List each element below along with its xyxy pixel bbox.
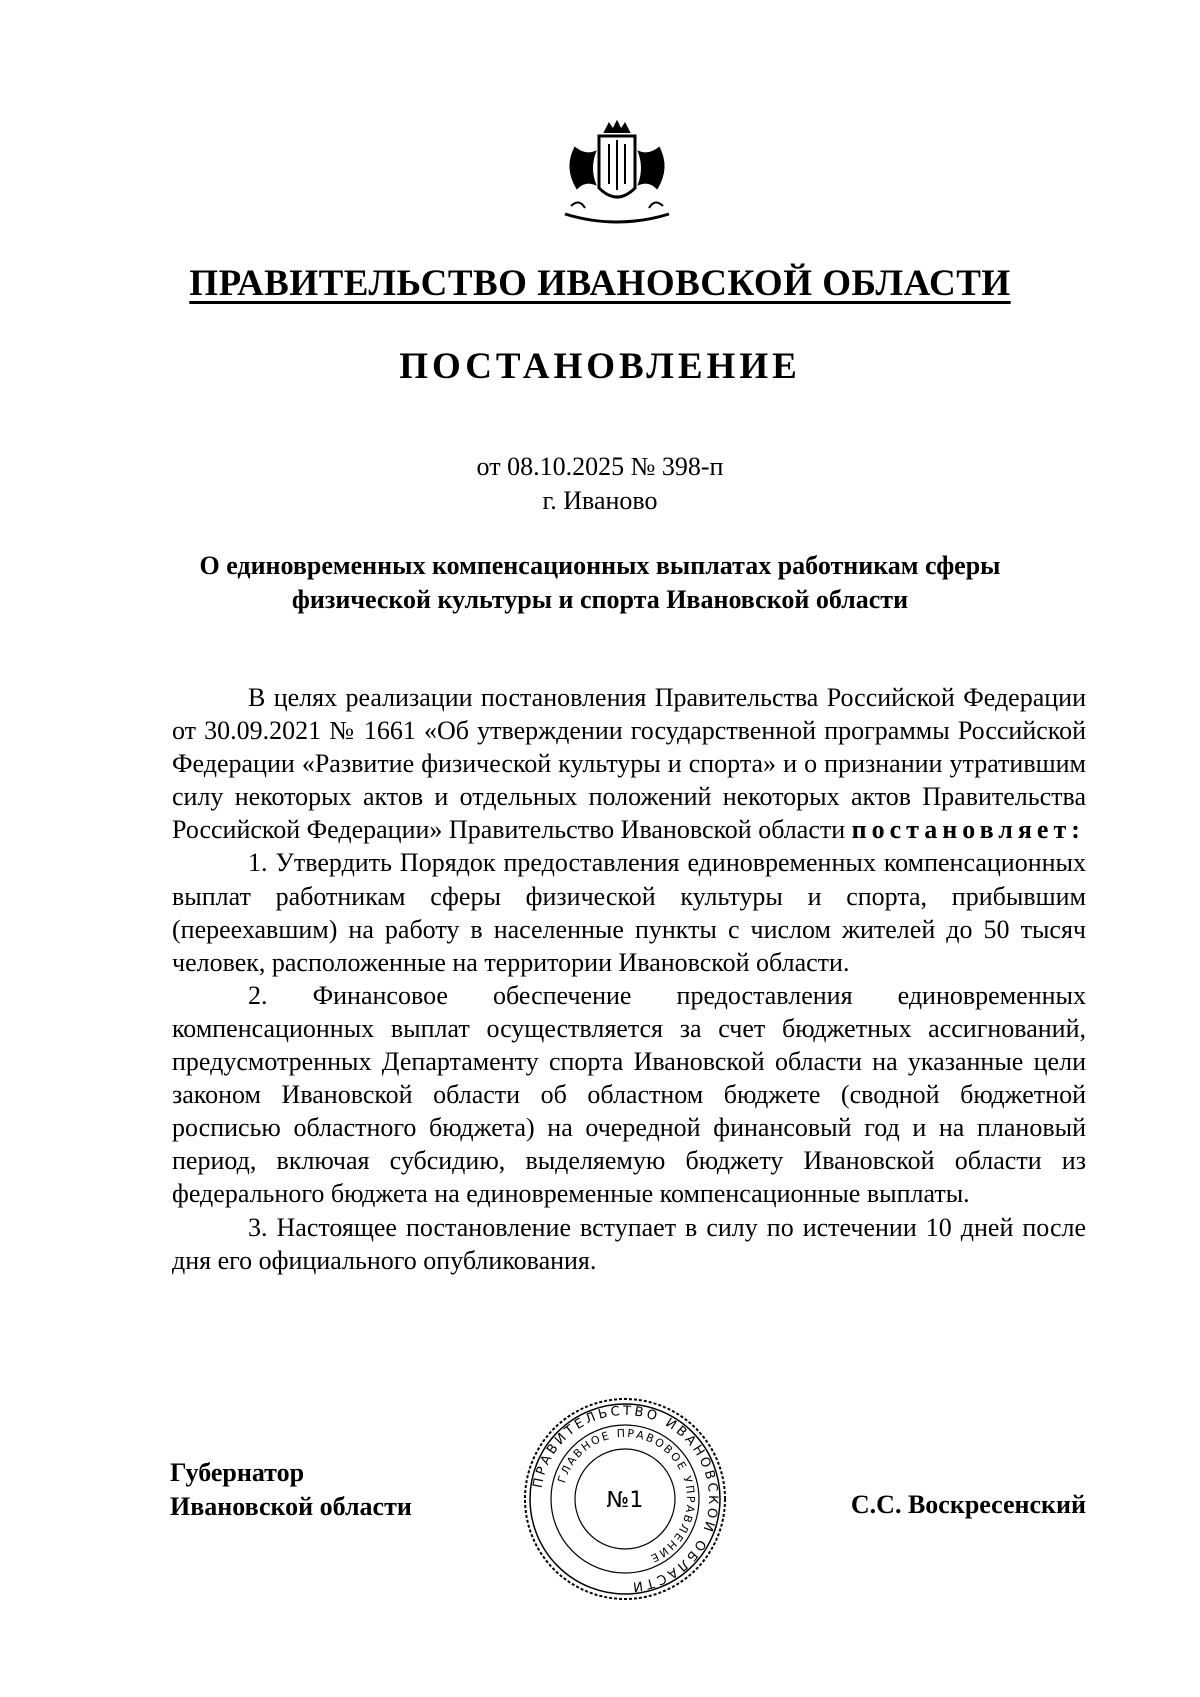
- item-3: 3. Настоящее постановление вступает в силу по истечении 10 дней после дня его официального опубликования.: [172, 1212, 1086, 1275]
- subject-line-1: О единовременных компенсационных выплатах работникам сферы: [199, 551, 1001, 580]
- official-stamp: [520, 1393, 730, 1605]
- city: г. Иваново: [542, 486, 658, 515]
- document-body: [172, 681, 1086, 1277]
- preamble-paragraph: [172, 681, 1086, 846]
- resolves-word: постановляет:: [851, 815, 1085, 845]
- signatory-position: [170, 1456, 412, 1524]
- stamp-inner-text: ГЛАВНОЕ ПРАВОВОЕ УПРАВЛЕНИЕ: [555, 1426, 698, 1566]
- stamp-number: №1: [606, 1488, 644, 1513]
- coat-of-arms-icon: [555, 118, 679, 230]
- position-line-1: Губернатор: [170, 1458, 305, 1487]
- position-line-2: Ивановской области: [170, 1492, 412, 1521]
- item-2: 2. Финансовое обеспечение предоставления единовременных компенсационных выплат осуществляется за счет бюджетных ассигнований, предусмотренных Департаменту спорта Ивановской области на указанные цели законом Ивановской области об областном бюджете (сводной бюджетной росписью областного бюджета) на очередной финансовый год и на плановый период, включая субсидию, выделяемую бюджету Ивановской области из федерального бюджета на единовременные компенсационные выплаты.: [172, 980, 1086, 1209]
- signatory-name: С.С. Воскресенский: [850, 1490, 1086, 1519]
- preamble-text: В целях реализации постановления Правительства Российской Федерации от 30.09.2021 № 1661 «Об утверждении государственной программы Российской Федерации «Развитие физической культуры и спорта» и о признании утратившим силу некоторых актов и отдельных положений некоторых актов Правительства Российской Федерации» Правительство Ивановской области: [172, 683, 1086, 845]
- item-1: 1. Утвердить Порядок предоставления единовременных компенсационных выплат работникам сферы физической культуры и спорта, прибывшим (переехавшим) на работу в населенные пункты с числом жителей до 50 тысяч человек, расположенные на территории Ивановской области.: [172, 848, 1086, 977]
- subject-line-2: физической культуры и спорта Ивановской области: [291, 585, 909, 614]
- government-title: ПРАВИТЕЛЬСТВО ИВАНОВСКОЙ ОБЛАСТИ: [189, 263, 1011, 304]
- date-number: от 08.10.2025 № 398-п: [476, 452, 724, 481]
- document-subject: [150, 549, 1050, 617]
- stamp-outer-text: ПРАВИТЕЛЬСТВО ИВАНОВСКОЙ ОБЛАСТИ: [530, 1403, 721, 1595]
- document-type: ПОСТАНОВЛЕНИЕ: [399, 346, 801, 387]
